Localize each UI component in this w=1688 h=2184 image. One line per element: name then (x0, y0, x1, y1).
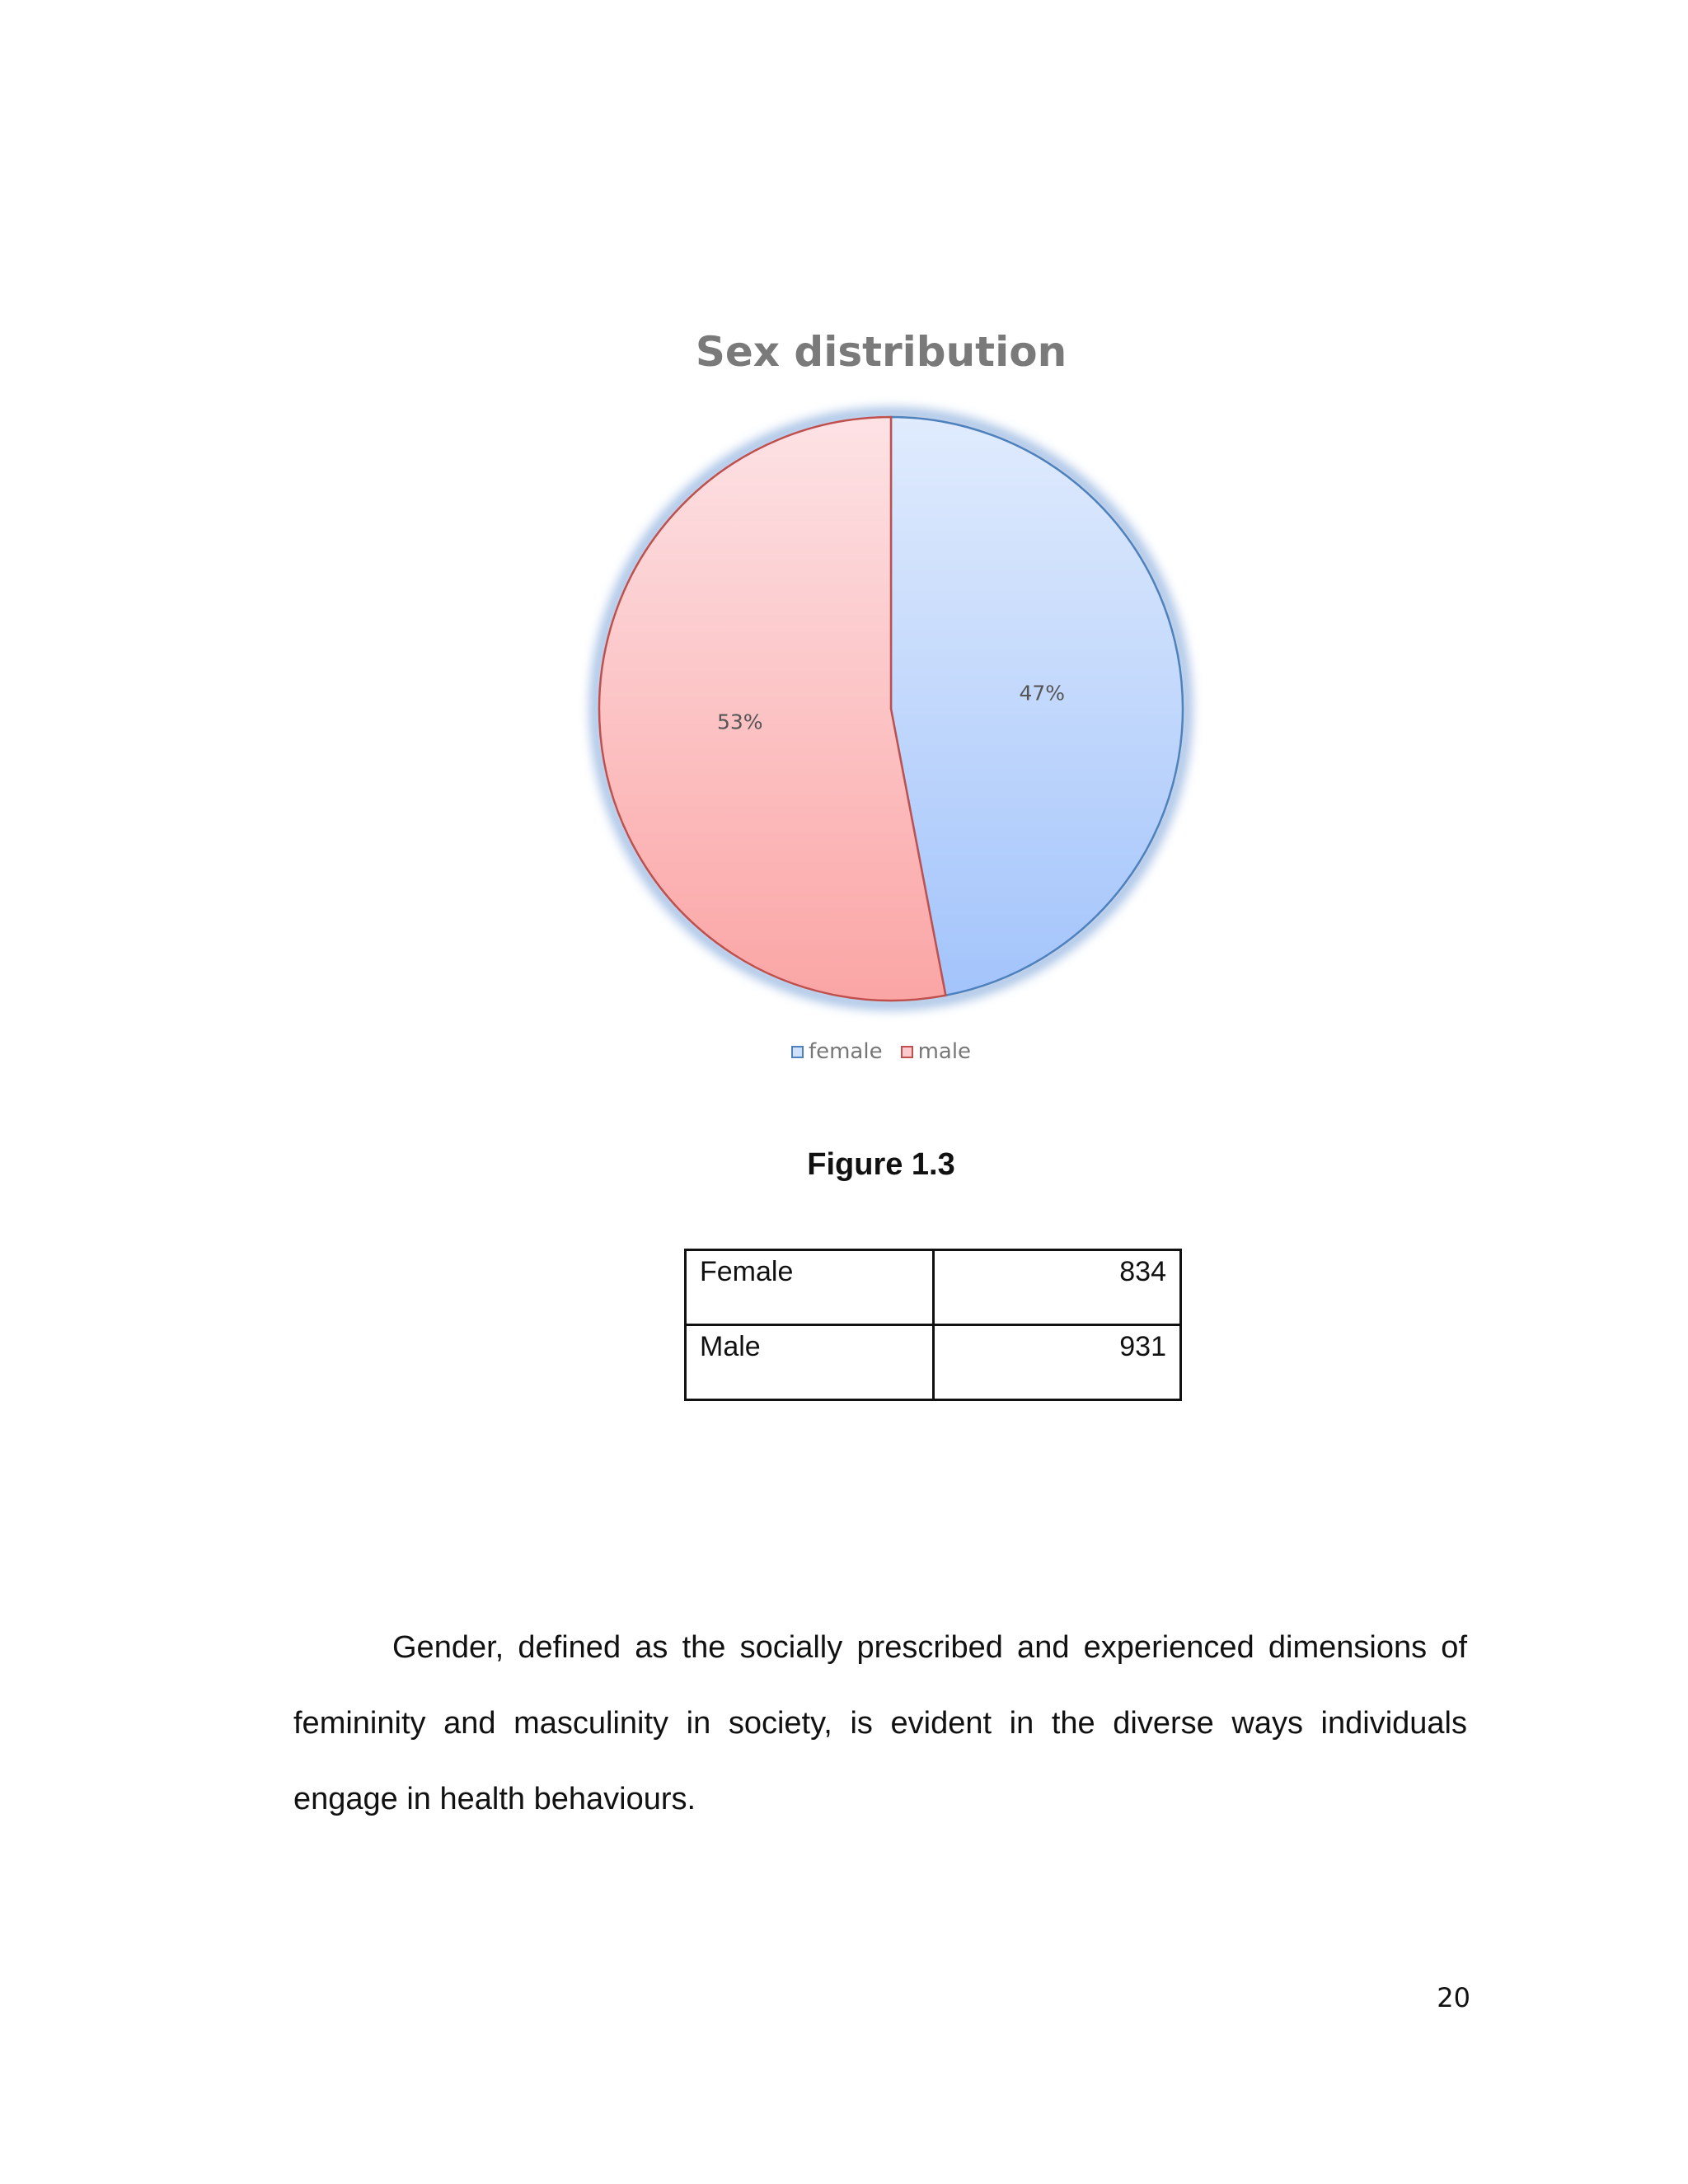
table-cell-value: 931 (933, 1325, 1181, 1400)
table-row (686, 1325, 1181, 1400)
legend-label-male: male (917, 1039, 972, 1064)
chart-title: Sex distribution (695, 328, 1067, 376)
table-row (686, 1250, 1181, 1325)
legend-item-female (791, 1039, 883, 1064)
pie-chart (577, 396, 1236, 1038)
table-cell-label: Female (686, 1250, 934, 1325)
figure-caption: Figure 1.3 (807, 1147, 955, 1182)
chart-legend (0, 1039, 1688, 1064)
sex-count-table (684, 1249, 1182, 1401)
legend-item-male (901, 1039, 971, 1064)
pie-data-label-female: 47% (1019, 681, 1066, 705)
legend-swatch-female (791, 1046, 804, 1058)
legend-swatch-male (901, 1046, 913, 1058)
pie-slice-female (891, 417, 1183, 996)
page-number: 20 (1437, 1982, 1470, 2013)
pie-data-label-male: 53% (716, 710, 763, 734)
table-cell-value: 834 (933, 1250, 1181, 1325)
body-paragraph: Gender, defined as the socially prescribed and experienced dimensions of femininity and masculinity in society, is evident in the diverse ways individuals engage in health behaviours. (293, 1630, 1467, 1816)
table-cell-label: Male (686, 1325, 934, 1400)
legend-label-female: female (808, 1039, 883, 1064)
